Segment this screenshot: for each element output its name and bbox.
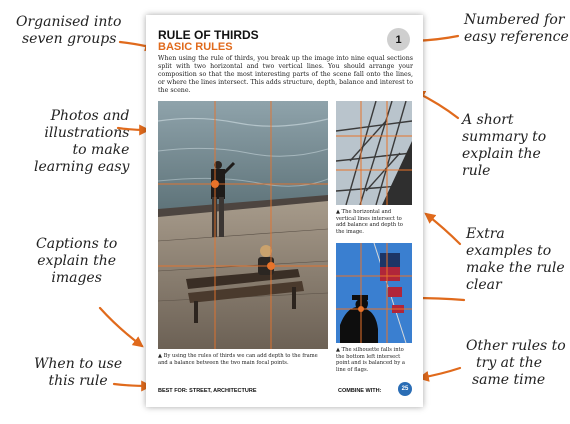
combine-rule-badge: 25: [398, 382, 412, 396]
callout-when: When to use this rule: [34, 356, 123, 389]
flags-photo-caption: ▲ The silhouette falls into the bottom left intersect point and is balanced by a line of flags.: [336, 347, 405, 373]
callout-organised: Organised into seven groups: [16, 14, 122, 47]
rule-number-badge: 1: [387, 28, 410, 51]
arrow-captions: [100, 308, 142, 346]
best-for-label: BEST FOR: STREET, ARCHITECTURE: [158, 388, 257, 394]
intersection-point: [211, 180, 219, 188]
flags-photo: [336, 243, 412, 343]
group-subtitle: BASIC RULES: [158, 41, 233, 53]
bridge-photo: [336, 101, 412, 205]
page-title: RULE OF THIRDS: [158, 28, 259, 42]
callout-photos: Photos and illustrations to make learning easy: [34, 108, 130, 175]
callout-extra: Extra examples to make the rule clear: [466, 226, 565, 293]
arrow-extra: [426, 214, 460, 244]
rule-summary: When using the rule of thirds, you break up the image into nine equal sections split with two horizontal and two vertical lines. You should arrange your composition so that the most interesting parts of the scene fall onto the lines, or where the lines intersect. This adds structure, depth, balance and interest to the scene.: [158, 55, 413, 94]
combine-with-label: COMBINE WITH:: [338, 388, 382, 394]
main-photo-caption: ▲ By using the rules of thirds we can add depth to the frame and a balance between the two main focal points.: [158, 353, 318, 366]
callout-other: Other rules to try at the same time: [466, 338, 566, 388]
callout-numbered: Numbered for easy reference: [464, 12, 569, 45]
main-photo: [158, 101, 328, 349]
callout-summary: A short summary to explain the rule: [462, 112, 547, 179]
arrow-other: [420, 368, 460, 378]
bridge-photo-caption: ▲ The horizontal and vertical lines intersect to add balance and depth to the image.: [336, 209, 403, 235]
intersection-point: [267, 262, 275, 270]
book-page: [146, 15, 423, 407]
callout-captions: Captions to explain the images: [36, 236, 118, 286]
